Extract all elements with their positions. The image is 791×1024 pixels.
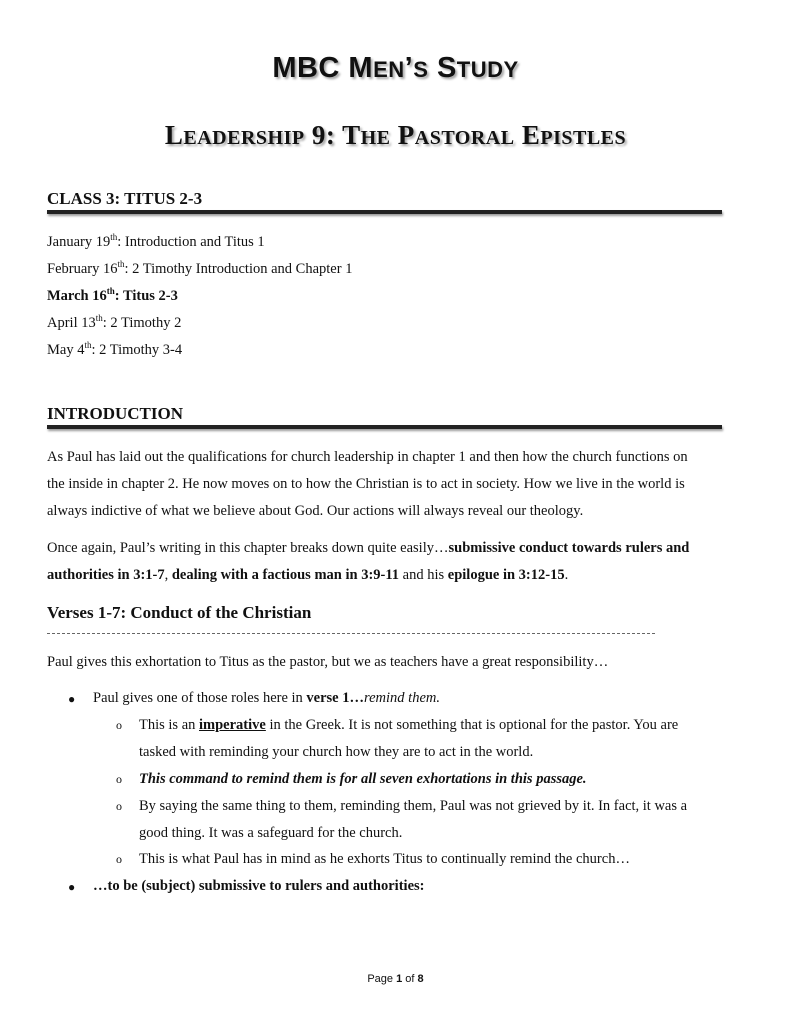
page-number: 1 — [396, 973, 403, 985]
subtitle-text: E — [514, 120, 541, 150]
paragraph-bold: authorities in 3:1-7 — [47, 567, 165, 583]
outline-paragraph-line — [47, 567, 568, 584]
intro-heading: INTRODUCTION — [47, 404, 184, 423]
paragraph-bold: dealing with a factious man in 3:9-11 — [171, 567, 400, 583]
bullet-icon: ● — [68, 880, 76, 894]
circle-bullet-icon: o — [116, 718, 122, 732]
heading-rule — [47, 210, 722, 214]
page-footer — [0, 973, 791, 985]
schedule-item — [47, 315, 181, 332]
sub-bullet-item: By saying the same thing to them, reminding them, Paul was not grieved by it. In fact, it was a — [139, 798, 688, 814]
heading-rule — [47, 425, 722, 429]
page-total: 8 — [417, 973, 424, 985]
schedule-sup: th — [110, 232, 118, 243]
sub-bullet-text: This is an — [139, 717, 200, 733]
schedule-sup: th — [84, 340, 92, 351]
subtitle-text: L — [164, 120, 184, 150]
schedule-item — [47, 342, 182, 359]
schedule-text: : 2 Timothy 3-4 — [91, 342, 183, 358]
schedule-text: : 2 Timothy 2 — [102, 315, 182, 331]
intro-line: As Paul has laid out the qualifications for church leadership in chapter 1 and then how the church functions on — [47, 449, 688, 465]
schedule-item-current — [47, 288, 178, 305]
title-text: TUDY — [456, 57, 519, 82]
paragraph-text: , — [164, 567, 172, 583]
sub-bullet-emphasis: imperative — [199, 717, 266, 733]
subtitle-text: PISTLES — [540, 127, 627, 149]
paragraph-text: Once again, Paul’s writing in this chapter breaks down quite easily… — [47, 540, 449, 556]
section-rule — [47, 633, 655, 634]
schedule-date: April 13 — [47, 315, 96, 331]
bullet-item — [93, 690, 440, 707]
section-intro: Paul gives this exhortation to Titus as the pastor, but we as teachers have a great responsibility… — [47, 654, 609, 670]
bullet-text: Paul gives one of those roles here in — [93, 690, 307, 706]
section-heading: Verses 1-7: Conduct of the Christian — [47, 603, 312, 622]
bullet-bold: verse 1… — [306, 690, 364, 706]
subtitle-text: 9: T — [304, 120, 361, 150]
paragraph-bold: epilogue in 3:12-15 — [447, 567, 565, 583]
schedule-text: : 2 Timothy Introduction and Chapter 1 — [124, 261, 353, 277]
schedule-date: March 16 — [47, 288, 107, 304]
subtitle-text: P — [390, 120, 415, 150]
document-title — [0, 52, 791, 85]
schedule-text: : Titus 2-3 — [114, 288, 178, 304]
schedule-date: January 19 — [47, 234, 111, 250]
schedule-sup: th — [95, 313, 103, 324]
schedule-text: : Introduction and Titus 1 — [117, 234, 265, 250]
bullet-italic: remind them. — [364, 690, 440, 706]
schedule-item — [47, 261, 352, 278]
document-subtitle — [0, 120, 791, 151]
footer-text: Page — [367, 973, 397, 985]
sub-bullet-item: This is what Paul has in mind as he exhorts Titus to continually remind the church… — [139, 851, 630, 867]
paragraph-text: and his — [399, 567, 448, 583]
paragraph-text: . — [564, 567, 569, 583]
title-text: MBC M — [272, 52, 374, 84]
sub-bullet-continuation: good thing. It was a safeguard for the church. — [139, 825, 403, 841]
title-text: EN — [373, 57, 405, 82]
intro-line: always indictive of what we believe about God. Our actions will always reveal our theology. — [47, 503, 584, 519]
circle-bullet-icon: o — [116, 772, 122, 786]
subtitle-text: HE — [360, 127, 391, 149]
schedule-sup: th — [117, 259, 125, 270]
class-heading: CLASS 3: TITUS 2-3 — [47, 189, 203, 208]
sub-bullet-continuation: tasked with reminding your church how they are to act in the world. — [139, 744, 534, 760]
circle-bullet-icon: o — [116, 799, 122, 813]
paragraph-bold: submissive conduct towards rulers and — [448, 540, 690, 556]
outline-paragraph-line — [47, 540, 689, 557]
bullet-icon: ● — [68, 692, 76, 706]
schedule-sup: th — [106, 286, 115, 297]
schedule-date: February 16 — [47, 261, 118, 277]
title-text: S — [428, 52, 457, 84]
title-text: ’ — [404, 52, 414, 84]
subtitle-text: ASTORAL — [414, 127, 515, 149]
schedule-item — [47, 234, 265, 251]
sub-bullet-item: This command to remind them is for all seven exhortations in this passage. — [139, 771, 587, 787]
bullet-item: …to be (subject) submissive to rulers and authorities: — [93, 878, 425, 894]
schedule-date: May 4 — [47, 342, 85, 358]
circle-bullet-icon: o — [116, 852, 122, 866]
intro-line: the inside in chapter 2. He now moves on to how the Christian is to act in society. How we live in the world is — [47, 476, 685, 492]
footer-text: of — [402, 973, 418, 985]
sub-bullet-text: in the Greek. It is not something that is optional for the pastor. You are — [265, 717, 679, 733]
subtitle-text: EADERSHIP — [183, 127, 305, 149]
sub-bullet-item — [139, 717, 678, 734]
title-text: S — [413, 57, 429, 82]
